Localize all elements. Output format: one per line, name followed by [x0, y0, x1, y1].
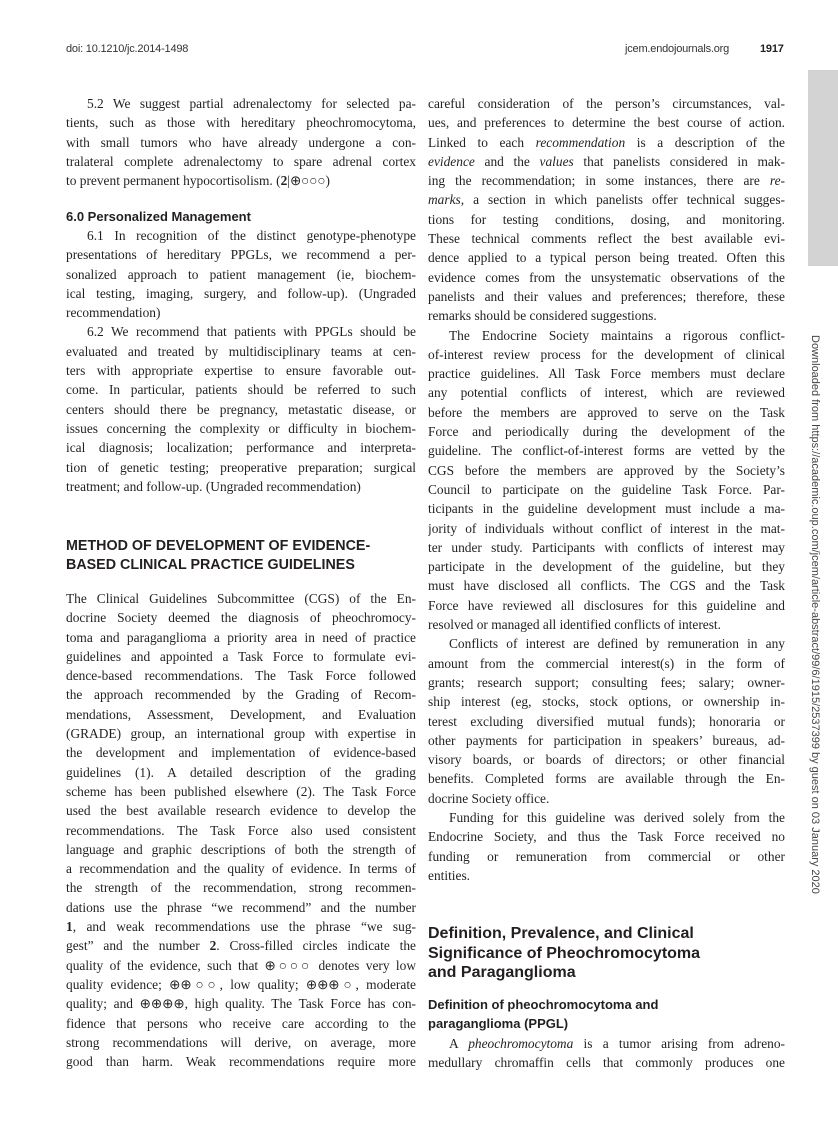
- text-segment: pheochromocytoma: [468, 1036, 574, 1051]
- text-segment: ship interest (eg, stocks, stock options, or ownership in-: [428, 694, 785, 710]
- text-segment: scheme has been published elsewhere (2). The Task Force: [66, 783, 416, 799]
- recommendations-6: [66, 226, 416, 496]
- doi-header: doi: 10.1210/jc.2014-1498: [66, 43, 189, 55]
- text-segment: quality; and ⊕⊕⊕⊕, high quality. The Task Force has con-: [66, 996, 416, 1012]
- text-segment: tion of genetic testing; preoperative preparation; surgical: [66, 459, 416, 475]
- text-segment: tients, such as those with hereditary pheochromocytoma,: [66, 115, 416, 131]
- heading-text: 6.0 Personalized Management: [66, 209, 251, 224]
- text-line: [66, 878, 416, 897]
- text-segment: guidelines and appointed a Task Force to formulate evi-: [66, 648, 416, 664]
- text-segment: ter under study. Participants with conflicts of interest may: [428, 539, 785, 555]
- heading-line: BASED CLINICAL PRACTICE GUIDELINES: [66, 557, 355, 573]
- text-segment: The Endocrine Society maintains a rigorous conflict-: [449, 327, 785, 343]
- text-line: [428, 866, 785, 885]
- text-segment: 2: [280, 173, 288, 189]
- text-segment: and the: [474, 153, 540, 169]
- text-line: [66, 917, 416, 936]
- text-line: [66, 284, 416, 303]
- text-segment: Conflicts of interest are defined by remuneration in any: [449, 636, 785, 652]
- text-line: [66, 152, 416, 171]
- text-line: [66, 171, 416, 190]
- text-line: [428, 94, 785, 113]
- text-segment: any potential conflicts of interest, which are reviewed: [428, 385, 785, 401]
- text-segment: remarks should be considered suggestions.: [428, 308, 657, 324]
- text-segment: guidelines (1). A detailed description of the grading: [66, 764, 416, 780]
- section-heading-personalized-management: [66, 207, 251, 226]
- text-segment: panelists and their values and preferences; therefore, these: [428, 288, 785, 304]
- text-line: [428, 229, 785, 248]
- text-segment: tralateral complete adrenalectomy to spare adrenal cortex: [66, 153, 416, 169]
- text-line: [428, 634, 785, 653]
- text-segment: evidence: [428, 153, 475, 169]
- text-segment: that panelists considered in mak-: [573, 153, 785, 169]
- text-segment: 6.1 In recognition of the distinct genotype-phenotype: [87, 228, 416, 243]
- text-line: [428, 499, 785, 518]
- text-line: [428, 519, 785, 538]
- text-segment: values: [539, 153, 574, 169]
- text-segment: evaluated and treated by multidisciplinary teams at cen-: [66, 343, 416, 359]
- text-line: [66, 589, 416, 608]
- text-segment: good than harm. Weak recommendations require more: [66, 1054, 416, 1070]
- heading-line: Definition, Prevalence, and Clinical: [428, 925, 694, 942]
- text-segment: must have disclosed all conflicts. The CGS and the Task: [428, 578, 785, 594]
- text-line: [66, 265, 416, 284]
- text-segment: a section in which panelists offer technical sugges-: [464, 192, 785, 208]
- text-segment: docrine Society office.: [428, 790, 550, 806]
- text-segment: 1: [66, 919, 73, 935]
- heading-line: METHOD OF DEVELOPMENT OF EVIDENCE-: [66, 538, 371, 554]
- text-line: [66, 821, 416, 840]
- text-line: [428, 345, 785, 364]
- text-segment: fidence that persons who receive care according to the: [66, 1015, 416, 1031]
- text-line: [428, 1034, 785, 1053]
- text-segment: the development and implementation of evidence-based: [66, 745, 416, 761]
- text-segment: |⊕○○○): [287, 173, 330, 189]
- text-segment: Force and periodically during the development of the: [428, 424, 785, 440]
- subheading-line: Definition of pheochromocytoma and: [428, 997, 659, 1012]
- text-segment: dations use the phrase “we recommend” and the number: [66, 899, 416, 915]
- method-heading: [66, 537, 370, 575]
- text-segment: come. In particular, patients should be referred to such: [66, 382, 416, 398]
- text-segment: ues, and preferences to determine the best course of action.: [428, 115, 785, 131]
- text-line: [66, 303, 416, 322]
- text-line: [66, 94, 416, 113]
- text-line: [66, 458, 416, 477]
- definition-subheading: [428, 995, 658, 1034]
- text-segment: the strength of the recommendation, strong recommen-: [66, 880, 416, 896]
- text-line: [428, 383, 785, 402]
- text-segment: Funding for this guideline was derived solely from the: [449, 809, 785, 825]
- text-line: [66, 994, 416, 1013]
- text-line: [428, 441, 785, 460]
- text-segment: re-: [769, 173, 785, 189]
- text-segment: (GRADE) group, an international group with expertise in: [66, 726, 416, 742]
- text-segment: recommendation): [66, 305, 161, 321]
- text-segment: benefits. Completed forms are available through the En-: [428, 771, 785, 787]
- text-segment: treatment; and follow-up. (Ungraded recommendation): [66, 478, 361, 494]
- text-line: [66, 245, 416, 264]
- text-segment: careful consideration of the person’s circumstances, val-: [428, 96, 785, 111]
- text-line: [66, 1014, 416, 1033]
- text-segment: recommendations. The Task Force also used consistent: [66, 822, 416, 838]
- text-line: [66, 840, 416, 859]
- text-line: [66, 801, 416, 820]
- text-segment: docrine Society deemed the diagnosis of pheochromocy-: [66, 610, 416, 626]
- text-line: [66, 705, 416, 724]
- text-segment: the approach recommended by the Grading of Recom-: [66, 687, 416, 703]
- text-line: [66, 685, 416, 704]
- text-line: [66, 477, 416, 496]
- recommendation-5-2: [66, 94, 416, 190]
- text-segment: Endocrine Society, and thus the Task Force received no: [428, 829, 785, 845]
- text-segment: practice guidelines. All Task Force members must declare: [428, 366, 785, 382]
- text-line: [66, 936, 416, 955]
- text-segment: issues concerning the complexity or difficulty in biochem-: [66, 420, 416, 436]
- text-segment: other payments for participation in speakers’ bureaus, ad-: [428, 732, 785, 748]
- text-segment: sonalized approach to patient management (ie, biochem-: [66, 266, 416, 282]
- text-line: [66, 400, 416, 419]
- text-segment: before the members are approved to serve on the Task: [428, 404, 785, 420]
- text-line: [66, 628, 416, 647]
- text-line: [428, 210, 785, 229]
- text-segment: jority of individuals without conflict of interest in the mat-: [428, 520, 785, 536]
- text-segment: resolved or managed all identified conflicts of interest.: [428, 617, 722, 633]
- text-line: [428, 326, 785, 345]
- text-line: [66, 438, 416, 457]
- text-segment: guideline. The conflict-of-interest forms are vetted by the: [428, 443, 785, 459]
- text-segment: language and graphic descriptions of both the strength of: [66, 841, 416, 857]
- text-segment: marks,: [428, 192, 465, 208]
- right-column-body: [428, 94, 785, 885]
- text-line: [428, 306, 785, 325]
- text-segment: ters with appropriate expertise to ensure favorable out-: [66, 363, 416, 379]
- text-segment: The Clinical Guidelines Subcommittee (CGS) of the En-: [66, 591, 416, 606]
- heading-line: Significance of Pheochromocytoma: [428, 944, 701, 962]
- text-line: [428, 461, 785, 480]
- text-segment: presentations of hereditary PPGLs, we recommend a per-: [66, 247, 416, 263]
- text-segment: terest excluding diversified mutual funds); honoraria or: [428, 713, 785, 729]
- text-segment: 5.2 We suggest partial adrenalectomy for selected pa-: [87, 96, 416, 111]
- text-segment: CGS before the members are approved by the Society’s: [428, 462, 785, 478]
- text-line: [428, 750, 785, 769]
- text-segment: entities.: [428, 867, 471, 883]
- text-segment: visory boards, or boards of directors; or other financial: [428, 752, 785, 768]
- text-segment: used the best available research evidence to develop the: [66, 803, 416, 819]
- text-line: [428, 596, 785, 615]
- text-segment: amount from the commercial interest(s) in the form of: [428, 655, 785, 671]
- text-line: [428, 615, 785, 634]
- text-line: [66, 898, 416, 917]
- text-line: [428, 480, 785, 499]
- text-line: [66, 226, 416, 245]
- text-segment: dence applied to a typical person being treated. Often this: [428, 250, 785, 266]
- text-segment: ticipants in the guideline development must include a ma-: [428, 501, 785, 517]
- text-line: [428, 1053, 785, 1072]
- definition-section-heading: [428, 924, 700, 983]
- text-line: [428, 403, 785, 422]
- text-segment: strong recommendations will derive, on average, more: [66, 1034, 416, 1050]
- text-line: [66, 113, 416, 132]
- text-segment: toma and paraganglioma a priority area in need of practice: [66, 629, 416, 645]
- text-segment: is a tumor arising from adreno-: [573, 1036, 785, 1051]
- text-line: [428, 422, 785, 441]
- text-segment: participate in the development of the guideline, but they: [428, 559, 785, 575]
- text-segment: . Cross-filled circles indicate the: [216, 938, 416, 954]
- text-segment: , and weak recommendations use the phrase “we sug-: [72, 919, 416, 935]
- text-line: [66, 743, 416, 762]
- sidebar-tab: [808, 70, 838, 266]
- text-line: [428, 364, 785, 383]
- text-line: [428, 827, 785, 846]
- text-line: [66, 1033, 416, 1052]
- text-segment: recommendation: [535, 134, 626, 150]
- text-line: [66, 133, 416, 152]
- text-segment: tions for testing conditions, dosing, and monitoring.: [428, 211, 785, 227]
- text-line: [428, 692, 785, 711]
- text-line: [66, 975, 416, 994]
- text-segment: Council to participate on the guideline Task Force. Par-: [428, 481, 785, 497]
- text-segment: quality of the evidence, such that ⊕○○○ denotes very low: [66, 957, 416, 973]
- text-line: [66, 380, 416, 399]
- text-line: [428, 847, 785, 866]
- heading-line: and Paraganglioma: [428, 964, 576, 981]
- text-line: [428, 171, 785, 190]
- text-line: [428, 576, 785, 595]
- text-segment: Force have reviewed all disclosures for this guideline and: [428, 597, 785, 613]
- text-segment: of-interest review process for the development of clinical: [428, 346, 785, 362]
- text-line: [66, 1052, 416, 1071]
- text-segment: ing the recommendation; in some instances, there are: [428, 173, 770, 189]
- text-line: [428, 712, 785, 731]
- page-number: 1917: [760, 43, 784, 55]
- text-segment: to prevent permanent hypocortisolism. (: [66, 173, 281, 189]
- text-line: [66, 859, 416, 878]
- text-line: [428, 808, 785, 827]
- text-line: [428, 673, 785, 692]
- text-segment: mendations, Assessment, Development, and Evaluation: [66, 706, 416, 722]
- text-line: [428, 789, 785, 808]
- text-line: [66, 724, 416, 743]
- text-line: [428, 190, 785, 209]
- text-segment: grants; research support; consulting fees; salary; owner-: [428, 674, 785, 690]
- text-line: [428, 248, 785, 267]
- text-line: [428, 731, 785, 750]
- text-line: [428, 557, 785, 576]
- text-line: [66, 342, 416, 361]
- text-line: [428, 287, 785, 306]
- subheading-line: paraganglioma (PPGL): [428, 1016, 569, 1032]
- text-segment: gest” and the number: [66, 938, 210, 954]
- text-line: [428, 152, 785, 171]
- text-segment: evidence comes from the unsystematic observations of the: [428, 269, 785, 285]
- text-segment: quality evidence; ⊕⊕○○, low quality; ⊕⊕⊕○, moderate: [66, 976, 416, 992]
- text-line: [66, 956, 416, 975]
- text-line: [66, 361, 416, 380]
- text-segment: centers should there be pregnancy, metastatic disease, or: [66, 401, 416, 417]
- text-line: [66, 782, 416, 801]
- text-segment: funding or remuneration from commercial or other: [428, 848, 785, 864]
- text-line: [66, 647, 416, 666]
- definition-paragraph: [428, 1034, 785, 1073]
- text-segment: with small tumors who have already undergone a con-: [66, 134, 416, 150]
- text-segment: 6.2 We recommend that patients with PPGLs should be: [87, 324, 416, 340]
- download-note: Downloaded from https://academic.oup.com/jcem/article-abstract/99/6/1915/2537399 by guest on 03 January 2020: [809, 335, 821, 894]
- text-segment: ical diagnosis; localization; performance and interpreta-: [66, 440, 416, 456]
- text-segment: medullary chromaffin cells that commonly produces one: [428, 1055, 785, 1071]
- text-segment: Linked to each: [428, 134, 536, 150]
- journal-site: jcem.endojournals.org: [625, 43, 730, 55]
- text-line: [428, 538, 785, 557]
- text-line: [66, 763, 416, 782]
- text-segment: dence-based recommendations. The Task Force followed: [66, 668, 416, 684]
- method-paragraph: [66, 589, 416, 1071]
- text-segment: A: [449, 1036, 469, 1051]
- text-line: [66, 666, 416, 685]
- text-segment: These technical comments reflect the best available evi-: [428, 231, 785, 247]
- text-line: [66, 419, 416, 438]
- text-line: [428, 769, 785, 788]
- text-line: [428, 113, 785, 132]
- text-line: [428, 133, 785, 152]
- text-line: [428, 268, 785, 287]
- text-line: [428, 654, 785, 673]
- text-segment: ical testing, imaging, surgery, and follow-up). (Ungraded: [66, 285, 416, 301]
- text-line: [66, 322, 416, 341]
- text-segment: a recommendation and the quality of evidence. In terms of: [66, 861, 416, 877]
- text-line: [66, 608, 416, 627]
- text-segment: 2: [209, 938, 217, 954]
- text-segment: is a description of the: [625, 134, 785, 150]
